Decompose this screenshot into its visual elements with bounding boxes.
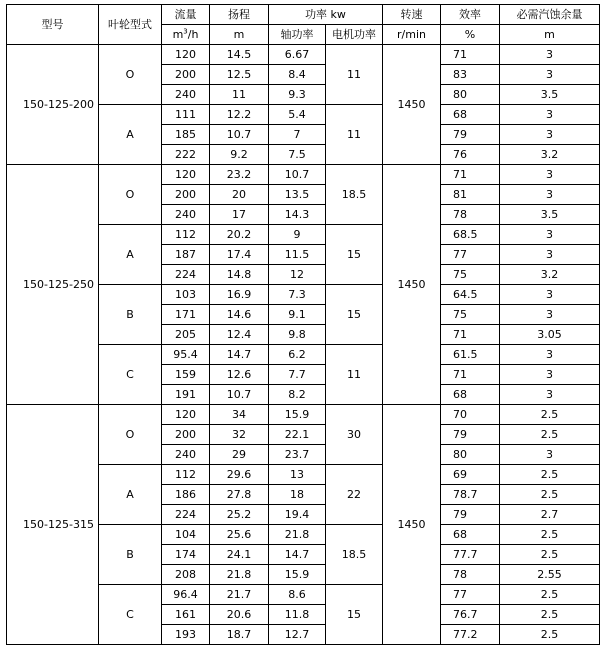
head-cell: 21.7	[210, 585, 269, 605]
flow-cell: 224	[162, 505, 210, 525]
header-npsh: 必需汽蚀余量	[500, 5, 600, 25]
shaft-power-cell: 6.2	[269, 345, 326, 365]
shaft-power-cell: 22.1	[269, 425, 326, 445]
shaft-power-cell: 5.4	[269, 105, 326, 125]
npsh-cell: 3.05	[500, 325, 600, 345]
head-cell: 34	[210, 405, 269, 425]
shaft-power-cell: 6.67	[269, 45, 326, 65]
shaft-power-cell: 13.5	[269, 185, 326, 205]
shaft-power-cell: 8.2	[269, 385, 326, 405]
flow-cell: 200	[162, 65, 210, 85]
flow-cell: 240	[162, 205, 210, 225]
motor-power-cell: 18.5	[326, 165, 383, 225]
motor-power-cell: 18.5	[326, 525, 383, 585]
model-cell: 150-125-315	[7, 405, 99, 645]
motor-power-cell: 11	[326, 345, 383, 405]
npsh-cell: 3.2	[500, 145, 600, 165]
head-cell: 21.8	[210, 565, 269, 585]
npsh-cell: 3	[500, 365, 600, 385]
impeller-type-cell: A	[99, 105, 162, 165]
flow-cell: 200	[162, 185, 210, 205]
flow-cell: 193	[162, 625, 210, 645]
head-cell: 20.2	[210, 225, 269, 245]
efficiency-cell: 76.7	[441, 605, 500, 625]
head-cell: 29.6	[210, 465, 269, 485]
npsh-cell: 2.5	[500, 525, 600, 545]
head-cell: 32	[210, 425, 269, 445]
shaft-power-cell: 9.8	[269, 325, 326, 345]
head-cell: 18.7	[210, 625, 269, 645]
flow-cell: 208	[162, 565, 210, 585]
shaft-power-cell: 13	[269, 465, 326, 485]
npsh-cell: 3	[500, 385, 600, 405]
head-cell: 20.6	[210, 605, 269, 625]
impeller-type-cell: B	[99, 525, 162, 585]
flow-cell: 96.4	[162, 585, 210, 605]
efficiency-cell: 79	[441, 505, 500, 525]
shaft-power-cell: 9	[269, 225, 326, 245]
head-cell: 27.8	[210, 485, 269, 505]
shaft-power-cell: 14.7	[269, 545, 326, 565]
npsh-cell: 3	[500, 125, 600, 145]
pump-performance-table	[6, 4, 600, 645]
table-row	[7, 405, 600, 425]
impeller-type-cell: O	[99, 45, 162, 105]
flow-cell: 159	[162, 365, 210, 385]
header-impeller: 叶轮型式	[99, 5, 162, 45]
flow-cell: 112	[162, 225, 210, 245]
efficiency-cell: 78	[441, 565, 500, 585]
header-shaft-power: 轴功率	[269, 25, 326, 45]
flow-cell: 120	[162, 45, 210, 65]
efficiency-cell: 79	[441, 425, 500, 445]
shaft-power-cell: 7.7	[269, 365, 326, 385]
npsh-cell: 3	[500, 165, 600, 185]
table-body	[7, 45, 600, 645]
npsh-cell: 2.5	[500, 585, 600, 605]
header-speed-unit: r/min	[383, 25, 441, 45]
shaft-power-cell: 7	[269, 125, 326, 145]
npsh-cell: 3	[500, 285, 600, 305]
header-npsh-unit: m	[500, 25, 600, 45]
impeller-type-cell: O	[99, 165, 162, 225]
npsh-cell: 3	[500, 105, 600, 125]
npsh-cell: 2.7	[500, 505, 600, 525]
efficiency-cell: 78	[441, 205, 500, 225]
efficiency-cell: 71	[441, 365, 500, 385]
npsh-cell: 3	[500, 245, 600, 265]
header-speed: 转速	[383, 5, 441, 25]
npsh-cell: 3	[500, 65, 600, 85]
flow-cell: 161	[162, 605, 210, 625]
flow-cell: 171	[162, 305, 210, 325]
shaft-power-cell: 9.3	[269, 85, 326, 105]
table-row	[7, 45, 600, 65]
flow-cell: 186	[162, 485, 210, 505]
npsh-cell: 2.5	[500, 425, 600, 445]
npsh-cell: 2.5	[500, 485, 600, 505]
efficiency-cell: 61.5	[441, 345, 500, 365]
efficiency-cell: 64.5	[441, 285, 500, 305]
flow-cell: 174	[162, 545, 210, 565]
head-cell: 12.2	[210, 105, 269, 125]
shaft-power-cell: 10.7	[269, 165, 326, 185]
shaft-power-cell: 19.4	[269, 505, 326, 525]
head-cell: 23.2	[210, 165, 269, 185]
efficiency-cell: 80	[441, 85, 500, 105]
speed-cell: 1450	[383, 45, 441, 165]
model-cell: 150-125-200	[7, 45, 99, 165]
shaft-power-cell: 23.7	[269, 445, 326, 465]
head-cell: 14.7	[210, 345, 269, 365]
head-cell: 17	[210, 205, 269, 225]
motor-power-cell: 11	[326, 45, 383, 105]
header-efficiency: 效率	[441, 5, 500, 25]
header-model: 型号	[7, 5, 99, 45]
shaft-power-cell: 21.8	[269, 525, 326, 545]
efficiency-cell: 77	[441, 245, 500, 265]
shaft-power-cell: 11.5	[269, 245, 326, 265]
header-head: 扬程	[210, 5, 269, 25]
shaft-power-cell: 14.3	[269, 205, 326, 225]
efficiency-cell: 83	[441, 65, 500, 85]
flow-cell: 112	[162, 465, 210, 485]
head-cell: 9.2	[210, 145, 269, 165]
shaft-power-cell: 12	[269, 265, 326, 285]
efficiency-cell: 71	[441, 165, 500, 185]
npsh-cell: 3	[500, 185, 600, 205]
flow-cell: 111	[162, 105, 210, 125]
flow-cell: 185	[162, 125, 210, 145]
head-cell: 20	[210, 185, 269, 205]
motor-power-cell: 11	[326, 105, 383, 165]
efficiency-cell: 79	[441, 125, 500, 145]
flow-cell: 104	[162, 525, 210, 545]
efficiency-cell: 69	[441, 465, 500, 485]
motor-power-cell: 15	[326, 585, 383, 645]
shaft-power-cell: 15.9	[269, 565, 326, 585]
efficiency-cell: 71	[441, 325, 500, 345]
efficiency-cell: 68.5	[441, 225, 500, 245]
impeller-type-cell: A	[99, 225, 162, 285]
motor-power-cell: 22	[326, 465, 383, 525]
efficiency-cell: 80	[441, 445, 500, 465]
motor-power-cell: 15	[326, 225, 383, 285]
impeller-type-cell: C	[99, 345, 162, 405]
impeller-type-cell: B	[99, 285, 162, 345]
table-header	[7, 5, 600, 45]
head-cell: 14.6	[210, 305, 269, 325]
head-cell: 29	[210, 445, 269, 465]
npsh-cell: 2.5	[500, 405, 600, 425]
shaft-power-cell: 7.3	[269, 285, 326, 305]
efficiency-cell: 78.7	[441, 485, 500, 505]
head-cell: 25.6	[210, 525, 269, 545]
npsh-cell: 3.5	[500, 85, 600, 105]
efficiency-cell: 68	[441, 105, 500, 125]
head-cell: 12.4	[210, 325, 269, 345]
shaft-power-cell: 7.5	[269, 145, 326, 165]
flow-cell: 120	[162, 405, 210, 425]
header-efficiency-unit: %	[441, 25, 500, 45]
npsh-cell: 2.5	[500, 605, 600, 625]
impeller-type-cell: A	[99, 465, 162, 525]
head-cell: 11	[210, 85, 269, 105]
flow-cell: 187	[162, 245, 210, 265]
flow-cell: 205	[162, 325, 210, 345]
shaft-power-cell: 11.8	[269, 605, 326, 625]
header-motor-power: 电机功率	[326, 25, 383, 45]
header-flow: 流量	[162, 5, 210, 25]
efficiency-cell: 76	[441, 145, 500, 165]
shaft-power-cell: 12.7	[269, 625, 326, 645]
efficiency-cell: 68	[441, 385, 500, 405]
npsh-cell: 2.5	[500, 625, 600, 645]
shaft-power-cell: 8.4	[269, 65, 326, 85]
flow-cell: 224	[162, 265, 210, 285]
flow-cell: 200	[162, 425, 210, 445]
head-cell: 14.8	[210, 265, 269, 285]
efficiency-cell: 81	[441, 185, 500, 205]
efficiency-cell: 77.7	[441, 545, 500, 565]
header-flow-unit: $m^3/h$	[162, 25, 210, 45]
efficiency-cell: 68	[441, 525, 500, 545]
speed-cell: 1450	[383, 165, 441, 405]
npsh-cell: 3	[500, 45, 600, 65]
efficiency-cell: 71	[441, 45, 500, 65]
head-cell: 10.7	[210, 125, 269, 145]
flow-cell: 191	[162, 385, 210, 405]
motor-power-cell: 15	[326, 285, 383, 345]
model-cell: 150-125-250	[7, 165, 99, 405]
head-cell: 10.7	[210, 385, 269, 405]
head-cell: 16.9	[210, 285, 269, 305]
efficiency-cell: 77	[441, 585, 500, 605]
head-cell: 25.2	[210, 505, 269, 525]
shaft-power-cell: 9.1	[269, 305, 326, 325]
flow-cell: 120	[162, 165, 210, 185]
efficiency-cell: 77.2	[441, 625, 500, 645]
npsh-cell: 3	[500, 305, 600, 325]
flow-cell: 103	[162, 285, 210, 305]
flow-cell: 222	[162, 145, 210, 165]
npsh-cell: 2.5	[500, 545, 600, 565]
impeller-type-cell: C	[99, 585, 162, 645]
efficiency-cell: 70	[441, 405, 500, 425]
efficiency-cell: 75	[441, 265, 500, 285]
header-power: 功率 kw	[269, 5, 383, 25]
flow-cell: 95.4	[162, 345, 210, 365]
head-cell: 24.1	[210, 545, 269, 565]
motor-power-cell: 30	[326, 405, 383, 465]
table-row	[7, 165, 600, 185]
speed-cell: 1450	[383, 405, 441, 645]
header-head-unit: m	[210, 25, 269, 45]
npsh-cell: 3	[500, 445, 600, 465]
shaft-power-cell: 15.9	[269, 405, 326, 425]
flow-cell: 240	[162, 445, 210, 465]
shaft-power-cell: 18	[269, 485, 326, 505]
head-cell: 12.6	[210, 365, 269, 385]
flow-cell: 240	[162, 85, 210, 105]
npsh-cell: 3	[500, 345, 600, 365]
head-cell: 14.5	[210, 45, 269, 65]
npsh-cell: 3.5	[500, 205, 600, 225]
head-cell: 17.4	[210, 245, 269, 265]
efficiency-cell: 75	[441, 305, 500, 325]
head-cell: 12.5	[210, 65, 269, 85]
npsh-cell: 3.2	[500, 265, 600, 285]
npsh-cell: 2.5	[500, 465, 600, 485]
npsh-cell: 2.55	[500, 565, 600, 585]
npsh-cell: 3	[500, 225, 600, 245]
shaft-power-cell: 8.6	[269, 585, 326, 605]
impeller-type-cell: O	[99, 405, 162, 465]
